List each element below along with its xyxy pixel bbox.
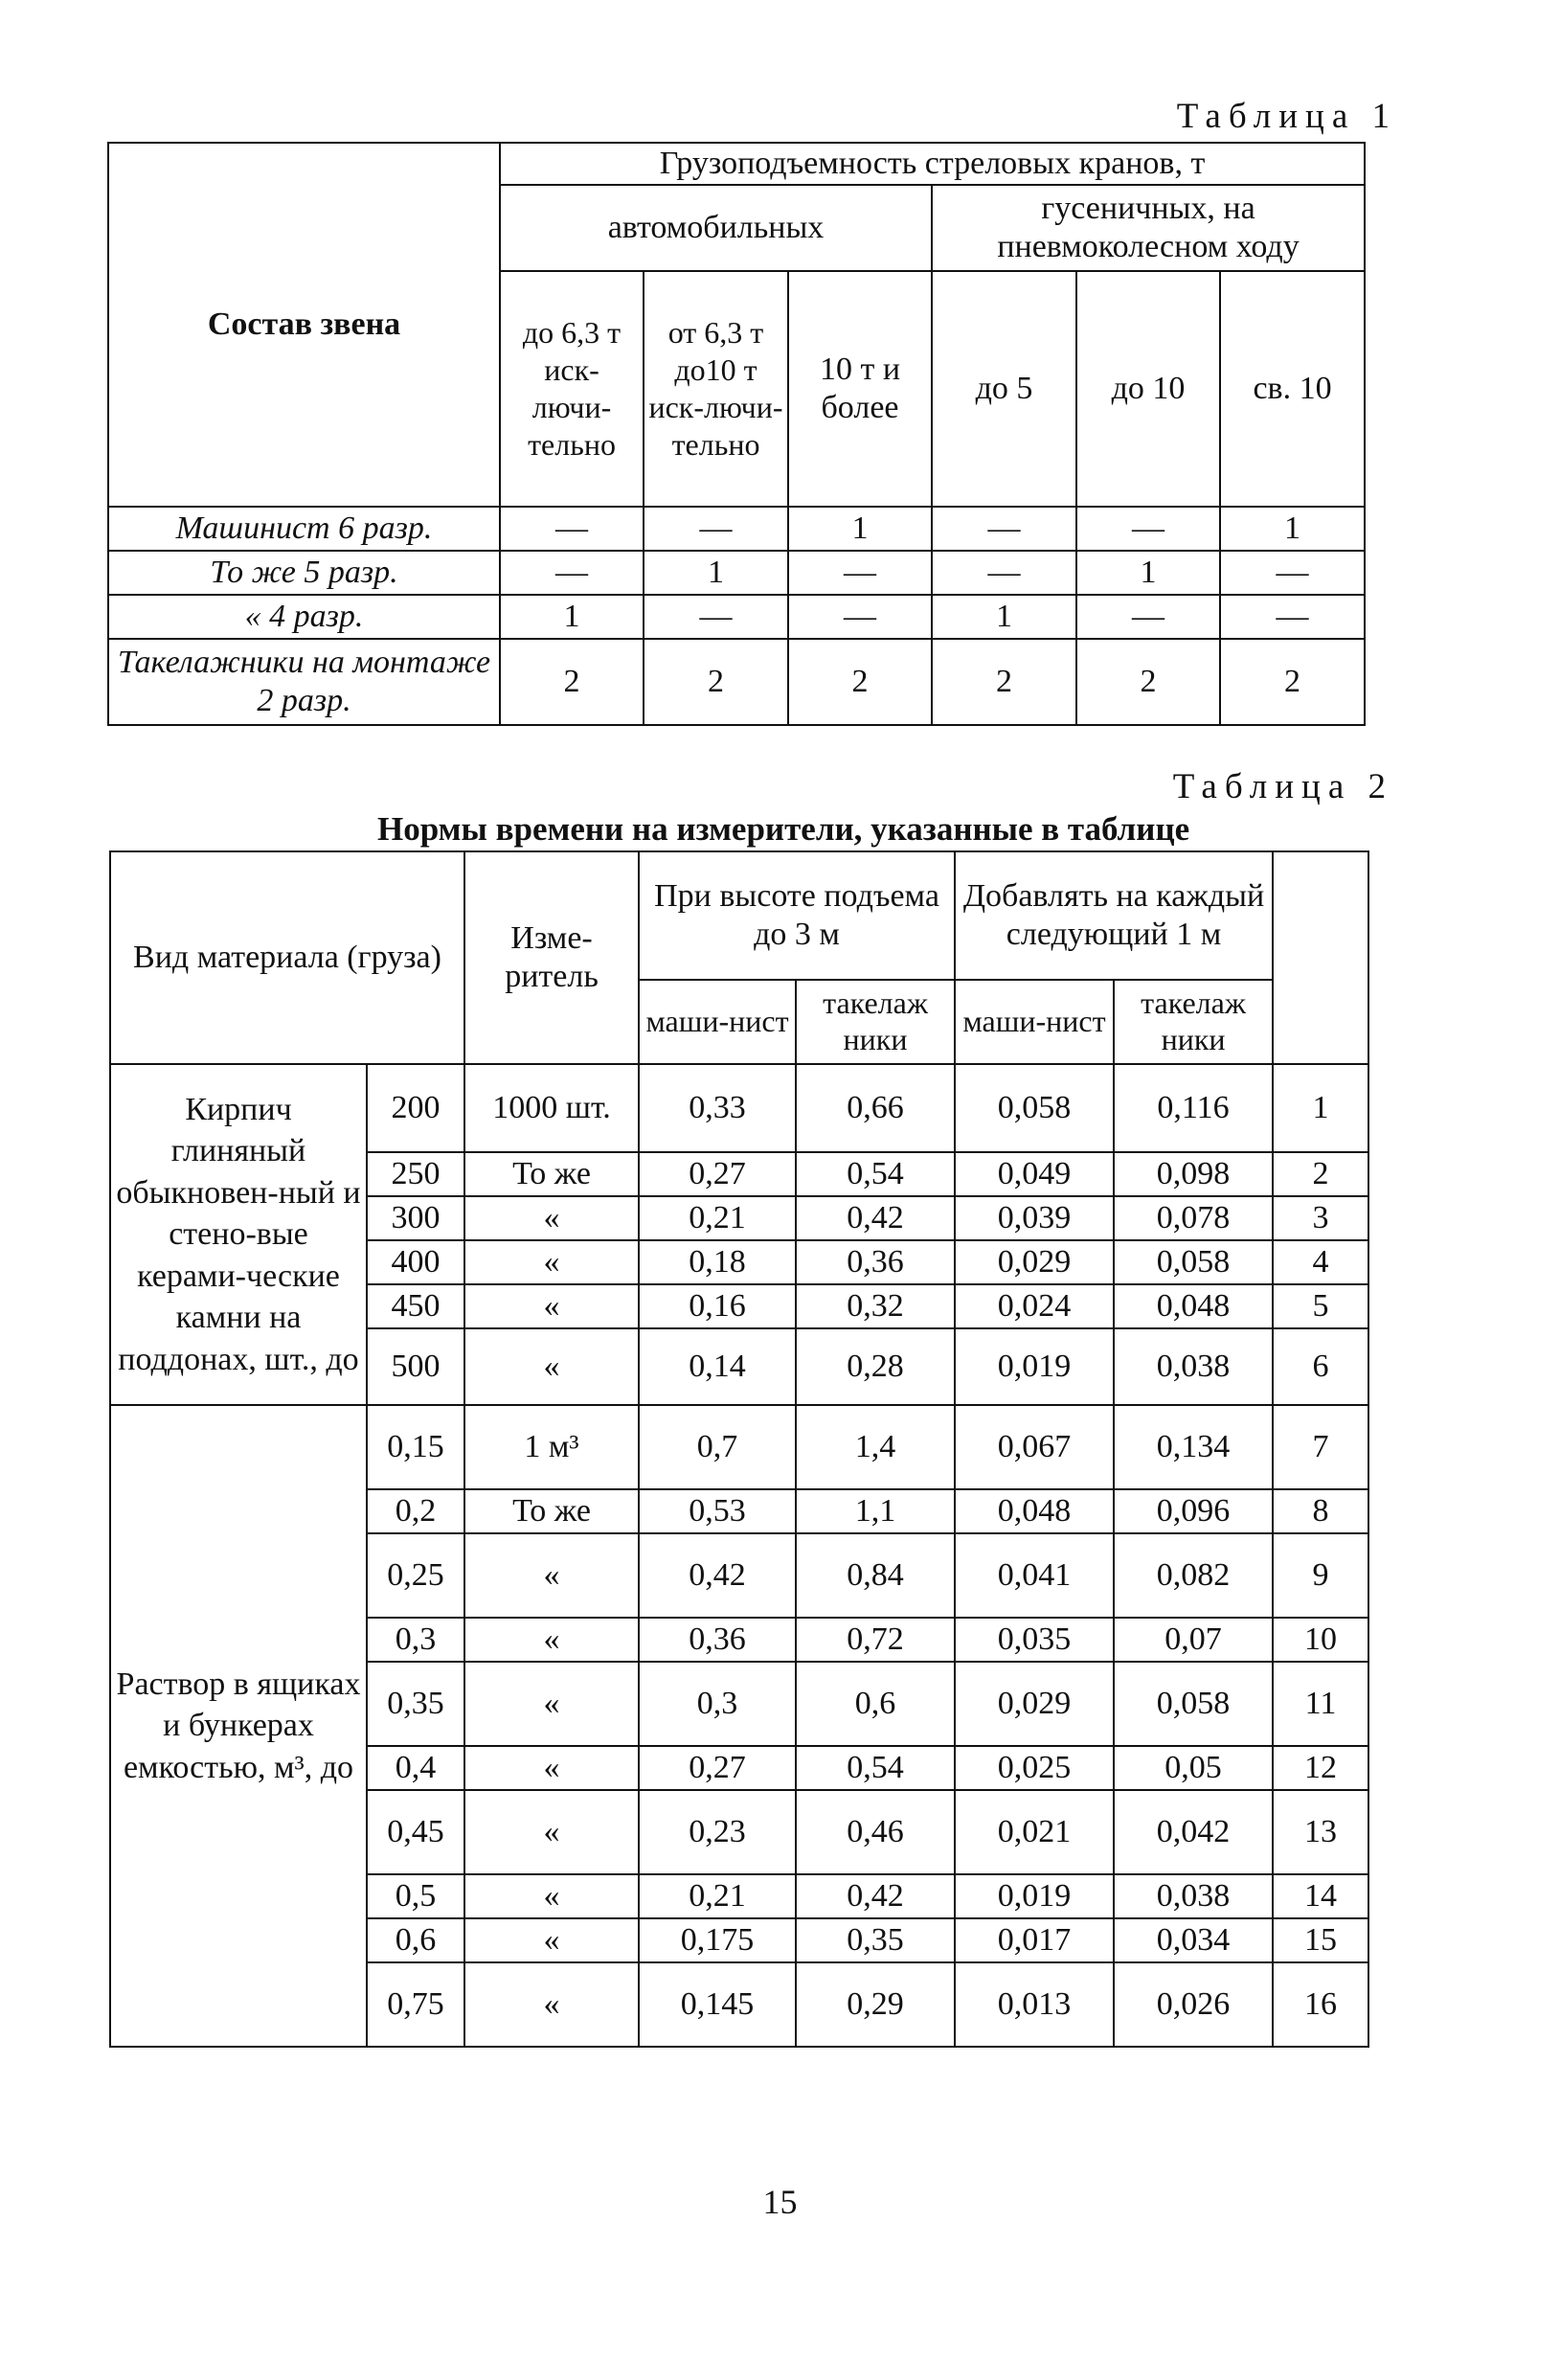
unit-cell: « (464, 1618, 639, 1662)
row-number: 15 (1273, 1918, 1368, 1962)
cell: 0,66 (796, 1064, 955, 1152)
unit-cell: « (464, 1328, 639, 1405)
row-number: 1 (1273, 1064, 1368, 1152)
unit-cell: 1 м³ (464, 1405, 639, 1489)
cell: 0,53 (639, 1489, 796, 1533)
cell: 0,21 (639, 1196, 796, 1240)
size-cell: 0,15 (367, 1405, 464, 1489)
cell: 1,4 (796, 1405, 955, 1489)
crew-composition-table (107, 142, 1366, 726)
header-material: Вид материала (груза) (110, 851, 464, 1064)
cell: 0,024 (955, 1284, 1114, 1328)
cell: 0,145 (639, 1962, 796, 2047)
cell: 0,048 (955, 1489, 1114, 1533)
table-1-caption: Таблица 1 (1176, 97, 1397, 136)
row-number: 7 (1273, 1405, 1368, 1489)
size-cell: 500 (367, 1328, 464, 1405)
unit-cell: « (464, 1240, 639, 1284)
cell: 0,46 (796, 1790, 955, 1874)
cell: 0,078 (1114, 1196, 1273, 1240)
cell: 0,54 (796, 1152, 955, 1196)
cell: 0,134 (1114, 1405, 1273, 1489)
row-label: « 4 разр. (108, 595, 500, 639)
size-cell: 400 (367, 1240, 464, 1284)
table-2-caption: Таблица 2 (1172, 767, 1393, 806)
cell: 1 (932, 595, 1076, 639)
unit-cell: « (464, 1962, 639, 2047)
size-cell: 0,25 (367, 1533, 464, 1618)
cell: 2 (788, 639, 932, 725)
cell: 0,07 (1114, 1618, 1273, 1662)
cell: 0,026 (1114, 1962, 1273, 2047)
cell: 0,21 (639, 1874, 796, 1918)
capacity-header: Грузоподъемность стреловых кранов, т (500, 143, 1365, 185)
unit-cell: « (464, 1790, 639, 1874)
table-row (110, 1064, 1368, 1152)
cell: — (788, 595, 932, 639)
cell: 0,042 (1114, 1790, 1273, 1874)
cell: — (1220, 595, 1365, 639)
table-row (108, 595, 1365, 639)
row-number: 8 (1273, 1489, 1368, 1533)
row-label: То же 5 разр. (108, 551, 500, 595)
column-header: до 5 (932, 271, 1076, 507)
cell: — (1076, 507, 1220, 551)
row-number: 11 (1273, 1662, 1368, 1746)
cell: 2 (500, 639, 644, 725)
size-cell: 250 (367, 1152, 464, 1196)
row-number: 13 (1273, 1790, 1368, 1874)
row-number: 5 (1273, 1284, 1368, 1328)
cell: 0,27 (639, 1152, 796, 1196)
cell: 0,098 (1114, 1152, 1273, 1196)
column-header: от 6,3 т до10 т иск-лючи-тельно (644, 271, 788, 507)
unit-cell: « (464, 1874, 639, 1918)
cell: 0,54 (796, 1746, 955, 1790)
row-label: Машинист 6 разр. (108, 507, 500, 551)
cell: 0,42 (639, 1533, 796, 1618)
table-row (108, 639, 1365, 725)
size-cell: 300 (367, 1196, 464, 1240)
cell: 0,019 (955, 1874, 1114, 1918)
cell: 0,18 (639, 1240, 796, 1284)
table-row (108, 507, 1365, 551)
cell: — (644, 595, 788, 639)
cell: 2 (1220, 639, 1365, 725)
cell: 0,36 (796, 1240, 955, 1284)
cell: 1 (644, 551, 788, 595)
cell: 0,019 (955, 1328, 1114, 1405)
unit-cell: То же (464, 1152, 639, 1196)
cell: — (932, 507, 1076, 551)
cell: 0,32 (796, 1284, 955, 1328)
cell: 1 (788, 507, 932, 551)
cell: 1 (500, 595, 644, 639)
cell: 0,29 (796, 1962, 955, 2047)
table-row (108, 551, 1365, 595)
unit-cell: 1000 шт. (464, 1064, 639, 1152)
cell: — (1076, 595, 1220, 639)
table-row (110, 1405, 1368, 1489)
page-number: 15 (762, 2183, 798, 2221)
unit-cell: « (464, 1196, 639, 1240)
cell: 0,082 (1114, 1533, 1273, 1618)
cell: 0,013 (955, 1962, 1114, 2047)
header-number (1273, 851, 1368, 1064)
size-cell: 0,3 (367, 1618, 464, 1662)
time-norms-table (109, 850, 1369, 2048)
cell: 0,35 (796, 1918, 955, 1962)
cell: — (1220, 551, 1365, 595)
cell: 0,175 (639, 1918, 796, 1962)
size-cell: 0,2 (367, 1489, 464, 1533)
cell: 0,058 (1114, 1240, 1273, 1284)
cell: 0,116 (1114, 1064, 1273, 1152)
row-number: 3 (1273, 1196, 1368, 1240)
cell: 0,27 (639, 1746, 796, 1790)
cell: 0,038 (1114, 1328, 1273, 1405)
column-header: до 6,3 т иск-лючи-тельно (500, 271, 644, 507)
size-cell: 0,75 (367, 1962, 464, 2047)
cell: 2 (1076, 639, 1220, 725)
composition-header: Состав звена (108, 143, 500, 507)
cell: 0,23 (639, 1790, 796, 1874)
cell: 2 (932, 639, 1076, 725)
size-cell: 0,35 (367, 1662, 464, 1746)
size-cell: 0,6 (367, 1918, 464, 1962)
cell: 0,041 (955, 1533, 1114, 1618)
cell: 0,42 (796, 1874, 955, 1918)
cell: 0,3 (639, 1662, 796, 1746)
cell: 0,029 (955, 1240, 1114, 1284)
cell: 0,05 (1114, 1746, 1273, 1790)
row-number: 9 (1273, 1533, 1368, 1618)
cell: 0,048 (1114, 1284, 1273, 1328)
cell: 0,029 (955, 1662, 1114, 1746)
cell: 0,038 (1114, 1874, 1273, 1918)
cell: — (500, 551, 644, 595)
row-number: 10 (1273, 1618, 1368, 1662)
header-height: При высоте подъема до 3 м (639, 851, 955, 980)
column-header: 10 т и более (788, 271, 932, 507)
size-cell: 0,4 (367, 1746, 464, 1790)
group-mortar-label: Раствор в ящиках и бункерах емкостью, м³, до (110, 1405, 367, 2047)
size-cell: 0,5 (367, 1874, 464, 1918)
unit-cell: « (464, 1533, 639, 1618)
row-number: 16 (1273, 1962, 1368, 2047)
cell: 0,035 (955, 1618, 1114, 1662)
row-number: 2 (1273, 1152, 1368, 1196)
cell: 0,33 (639, 1064, 796, 1152)
group-auto-header: автомобильных (500, 185, 932, 271)
unit-cell: « (464, 1662, 639, 1746)
group-crawler-header: гусеничных, на пневмоколесном ходу (932, 185, 1365, 271)
cell: 0,14 (639, 1328, 796, 1405)
cell: 0,7 (639, 1405, 796, 1489)
cell: 0,6 (796, 1662, 955, 1746)
unit-cell: « (464, 1918, 639, 1962)
cell: — (788, 551, 932, 595)
cell: 1 (1220, 507, 1365, 551)
unit-cell: « (464, 1746, 639, 1790)
column-header: св. 10 (1220, 271, 1365, 507)
header-add: Добавлять на каждый следующий 1 м (955, 851, 1273, 980)
size-cell: 450 (367, 1284, 464, 1328)
cell: 0,72 (796, 1618, 955, 1662)
cell: 0,42 (796, 1196, 955, 1240)
cell: 0,067 (955, 1405, 1114, 1489)
table-2-heading: Нормы времени на измерители, указанные в таблице (377, 810, 1190, 848)
cell: 0,096 (1114, 1489, 1273, 1533)
row-number: 12 (1273, 1746, 1368, 1790)
column-header: до 10 (1076, 271, 1220, 507)
group-brick-label: Кирпич глиняный обыкновен-ный и стено-вые керами-ческие камни на поддонах, шт., до (110, 1064, 367, 1405)
cell: — (932, 551, 1076, 595)
size-cell: 0,45 (367, 1790, 464, 1874)
size-cell: 200 (367, 1064, 464, 1152)
subheader-rigger: такелаж ники (796, 980, 955, 1064)
subheader-operator: маши-нист (639, 980, 796, 1064)
subheader-rigger: такелаж ники (1114, 980, 1273, 1064)
cell: — (500, 507, 644, 551)
cell: 0,049 (955, 1152, 1114, 1196)
row-label: Такелажники на монтаже 2 разр. (108, 639, 500, 725)
cell: 0,058 (955, 1064, 1114, 1152)
cell: 1 (1076, 551, 1220, 595)
header-unit: Изме-ритель (464, 851, 639, 1064)
unit-cell: « (464, 1284, 639, 1328)
cell: 0,84 (796, 1533, 955, 1618)
cell: 0,28 (796, 1328, 955, 1405)
cell: 0,058 (1114, 1662, 1273, 1746)
cell: 0,025 (955, 1746, 1114, 1790)
cell: 0,16 (639, 1284, 796, 1328)
cell: 0,039 (955, 1196, 1114, 1240)
cell: 0,36 (639, 1618, 796, 1662)
cell: — (644, 507, 788, 551)
cell: 0,034 (1114, 1918, 1273, 1962)
row-number: 4 (1273, 1240, 1368, 1284)
cell: 0,021 (955, 1790, 1114, 1874)
row-number: 14 (1273, 1874, 1368, 1918)
subheader-operator: маши-нист (955, 980, 1114, 1064)
cell: 1,1 (796, 1489, 955, 1533)
row-number: 6 (1273, 1328, 1368, 1405)
cell: 0,017 (955, 1918, 1114, 1962)
cell: 2 (644, 639, 788, 725)
unit-cell: То же (464, 1489, 639, 1533)
